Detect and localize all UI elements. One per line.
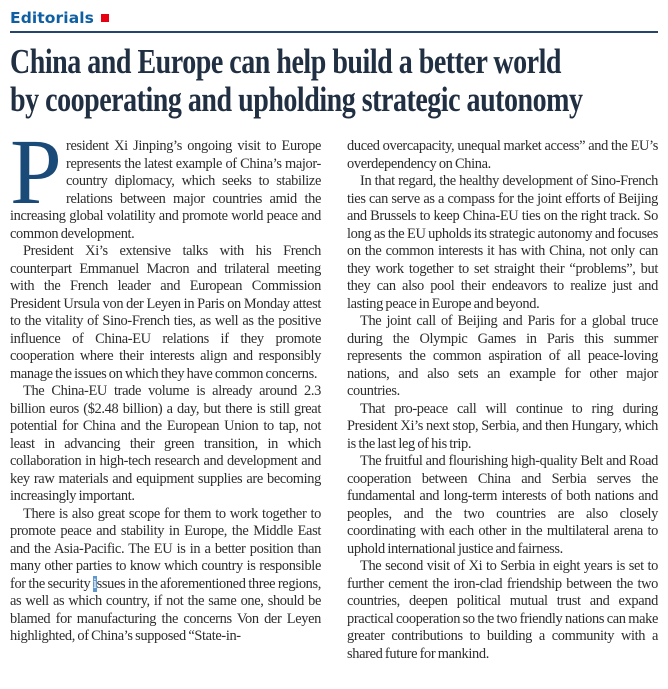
article-paragraph — [10, 506, 321, 646]
paragraph-text: The China-EU trade volume is already around 2.3 billion euros ($2.48 billion) a day, but there is still great potential for China and the European Union to tap, not least in advancing their green transition, in which collaboration in high-tech research and development and key raw materials and equipment supplies are becoming increasingly important. — [10, 383, 321, 504]
article-paragraph — [347, 173, 658, 313]
paragraph-text: That pro-peace call will continue to ring during President Xi’s next stop, Serbia, and then Hungary, which is the last leg of his trip. — [347, 400, 658, 452]
section-rule — [10, 31, 658, 33]
article-paragraph — [347, 558, 658, 663]
paragraph-text: In that regard, the healthy development of Sino-French ties can serve as a compass for the joint efforts of Beijing and Brussels to keep China-EU ties on the right track. So long as the EU upholds its strategic autonomy and focuses on the common interests it has with China, not only can they work together to set straight their “problems”, but they can also pool their endeavors to realize just and lasting peace in Europe and beyond. — [347, 173, 658, 312]
section-kicker-row — [10, 8, 658, 27]
article-body — [10, 121, 658, 663]
paragraph-text: The joint call of Beijing and Paris for a global truce during the Olympic Games in Paris this summer represents the common aspiration of all peace-loving nations, and also sets an example for other major countries. — [347, 313, 658, 399]
article-paragraph — [347, 401, 658, 454]
article-paragraph — [10, 121, 321, 243]
article-paragraph — [10, 383, 321, 506]
paragraph-text: The fruitful and flourishing high-quality Belt and Road cooperation between China and Serbia serves the fundamental and long-term interests of both nations and peoples, and the two countries are also closely coordinating with each other in the multilateral arena to uphold international justice and fairness. — [347, 453, 658, 557]
article-paragraph — [10, 243, 321, 383]
paragraph-text: ssues in the aforementioned three regions, as well as which country, if not the same one, should be blamed for manufacturing the concerns Von der Leyen highlighted, of China’s supposed “State-in- — [10, 575, 322, 644]
article-paragraph — [347, 138, 658, 173]
highlighted-character: i — [92, 575, 97, 592]
page-header — [10, 8, 658, 119]
paragraph-text: resident Xi Jinping’s ongoing visit to Europe represents the latest example of China’s major-country diplomacy, which seeks to stabilize relations between major countries amid the increasing global volatility and promote world peace and common development. — [10, 138, 321, 242]
paragraph-text: duced overcapacity, unequal market access” and the EU’s overdependency on China. — [347, 138, 658, 172]
section-title[interactable]: Editorials — [10, 8, 95, 27]
right-column — [347, 138, 658, 663]
headline — [10, 43, 658, 119]
paragraph-text: President Xi’s extensive talks with his French counterpart Emmanuel Macron and trilateral meeting with the French leader and European Commission President Ursula von der Leyen in Paris on Monday attest to the vitality of Sino-French ties, as well as the positive influence of China-EU relations if they promote cooperation where their interests align and responsibly manage the issues on which they have common concerns. — [10, 243, 321, 382]
article-paragraph — [347, 313, 658, 401]
article-paragraph — [347, 453, 658, 558]
paragraph-text: There is also great scope for them to work together to promote peace and stability in Europe, the Middle East and the Asia-Pacific. The EU is in a better position than many other parties to know which country is responsible for the security — [10, 505, 321, 592]
paragraph-text: The second visit of Xi to Serbia in eight years is set to further cement the iron-clad friendship between the two countries, deepen political mutual trust and expand practical cooperation so the two friendly nations can make greater contributions to building a community with a shared future for mankind. — [347, 558, 658, 662]
headline-line-2: by cooperating and upholding strategic autonomy — [10, 80, 583, 119]
red-square-marker — [101, 14, 109, 22]
headline-line-1: China and Europe can help build a better world — [10, 42, 562, 81]
left-column — [10, 121, 322, 663]
drop-cap: P — [10, 121, 62, 224]
